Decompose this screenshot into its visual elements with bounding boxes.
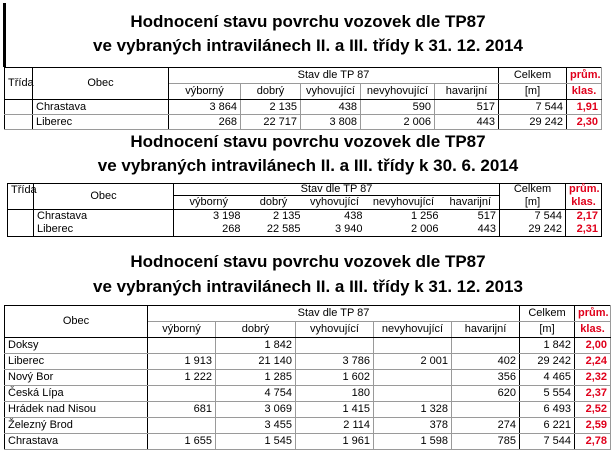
cell-vyborny: 268 [222,223,241,235]
header-celkem: Celkem [499,68,567,84]
cell-nevyhovujici [374,370,452,386]
header-klas: klas. [567,84,602,100]
cell-havarijni: 356 [452,370,520,386]
header-obec: Obec [5,306,148,338]
cell-nevyhovujici: 2 001 [374,354,452,370]
cell-klas: 2,37 [575,386,611,402]
cell-celkem: 7 544 [500,210,566,224]
header-obec: Obec [34,184,174,210]
row-obec: Liberec [5,354,148,370]
table-row [8,223,602,237]
cell-vyhovujici: 438 [301,100,361,115]
cell-dobry: 4 754 [216,386,296,402]
cell-dobry: 1 285 [216,370,296,386]
cell-dobry: 22 717 [241,115,301,130]
header-nevyhovujici: nevyhovující [366,196,442,210]
cell-vyborny: 681 [148,402,216,418]
cell-havarijni: 620 [452,386,520,402]
cell-vyborny: 3 198 [212,210,241,222]
section3-title-line1: Hodnocení stavu povrchu vozovek dle TP87 [130,252,486,271]
header-dobry: dobrý [244,196,304,210]
section2-title-line2: ve vybraných intravilánech II. a III. třídy k 30. 6. 2014 [97,156,519,175]
cell-vyborny: 268 [169,115,241,130]
header-havarijni: havarijní [442,196,500,210]
header-havarijni: havarijní [452,322,520,338]
cell-vyhovujici: 1 415 [296,402,374,418]
cell-vyborny [148,386,216,402]
cell-nevyhovujici: 378 [374,418,452,434]
row-obec: Železný Brod [5,418,148,434]
cell-klas: 2,24 [575,354,611,370]
row-obec: Hrádek nad Nisou [5,402,148,418]
cell-klas: 2,17 [576,210,599,222]
cell-dobry: 1 545 [216,434,296,450]
cell-dobry: 21 140 [216,354,296,370]
cell-klas: 2,00 [575,338,611,354]
header-unit: [m] [520,322,575,338]
table-row [5,370,611,386]
cell-havarijni: 517 [442,210,500,224]
row-obec: Liberec [33,115,169,130]
section3-title-line2: ve vybraných intravilánech II. a III. třídy k 31. 12. 2013 [93,277,523,296]
cell-vyhovujici: 3 808 [301,115,361,130]
cell-vyborny: 1 655 [148,434,216,450]
cell-vyborny: 3 864 [169,100,241,115]
header-vyborny: výborný [174,196,244,210]
row-obec: Chrastava [33,100,169,115]
header-nevyhovujici: nevyhovující [361,84,435,100]
header-unit: [m] [499,84,567,100]
table-row [5,354,611,370]
cell-havarijni [452,402,520,418]
cell-nevyhovujici: 1 598 [374,434,452,450]
table-row [5,434,611,450]
cell-vyhovujici: 2 114 [296,418,374,434]
cell-celkem: 6 493 [520,402,575,418]
cell-havarijni [452,338,520,354]
table-row [5,100,602,115]
table-row [5,418,611,434]
row-obec: Česká Lípa [5,386,148,402]
cell-celkem: 1 842 [520,338,575,354]
cell-vyhovujici: 3 786 [296,354,374,370]
cell-klas: 2,32 [575,370,611,386]
header-prum: prům. [567,68,602,84]
cell-celkem: 7 544 [520,434,575,450]
cell-klas: 2,59 [575,418,611,434]
cell-celkem: 5 554 [520,386,575,402]
cell-havarijni: 402 [452,354,520,370]
table-row [8,210,602,224]
cell-celkem: 4 465 [520,370,575,386]
cell-vyhovujici: 180 [296,386,374,402]
header-prum: prům. [575,306,611,322]
cell-klas: 1,91 [567,100,602,115]
cell-celkem: 7 544 [499,100,567,115]
header-vyborny: výborný [148,322,216,338]
header-celkem: Celkem [500,184,566,196]
header-vyhovujici: vyhovující [304,196,366,210]
table-row [5,386,611,402]
cell-klas: 2,52 [575,402,611,418]
header-stav: Stav dle TP 87 [148,306,520,322]
header-nevyhovujici: nevyhovující [374,322,452,338]
cell-nevyhovujici [374,338,452,354]
cell-havarijni: 274 [452,418,520,434]
cell-dobry: 22 585 [266,223,301,235]
cell-klas: 2,78 [575,434,611,450]
header-vyborny: výborný [169,84,241,100]
cell-nevyhovujici: 2 006 [361,115,435,130]
cell-klas: 2,30 [567,115,602,130]
header-klas: klas. [575,322,611,338]
section1-title-line1: Hodnocení stavu povrchu vozovek dle TP87 [130,12,486,31]
header-dobry: dobrý [241,84,301,100]
section3-table [4,305,611,450]
header-dobry: dobrý [216,322,296,338]
cell-vyhovujici: 1 602 [296,370,374,386]
table-row [5,115,602,130]
cell-havarijni: 785 [452,434,520,450]
cell-dobry: 2 135 [241,100,301,115]
cell-celkem: 29 242 [520,354,575,370]
cell-vyborny [148,418,216,434]
header-vyhovujici: vyhovující [301,84,361,100]
cell-klas: 2,31 [576,223,599,235]
cell-nevyhovujici: 590 [361,100,435,115]
header-trida: Třída [5,68,33,100]
cell-celkem: 29 242 [500,223,566,237]
row-obec: Chrastava [5,434,148,450]
row-obec: Liberec [34,223,174,237]
header-celkem: Celkem [520,306,575,322]
cell-havarijni: 443 [435,115,499,130]
cell-celkem: 29 242 [499,115,567,130]
table-row [5,338,611,354]
row-obec: Chrastava [34,210,174,224]
header-trida: Třída [8,184,34,210]
cell-dobry: 2 135 [272,210,301,222]
section2-table [7,183,602,237]
cell-dobry: 1 842 [216,338,296,354]
header-havarijni: havarijní [435,84,499,100]
section2-title-line1: Hodnocení stavu povrchu vozovek dle TP87 [130,132,486,151]
table-row [5,402,611,418]
cell-nevyhovujici: 1 256 [410,210,439,222]
cell-nevyhovujici: 2 006 [410,223,439,235]
cell-nevyhovujici [374,386,452,402]
header-vyhovujici: vyhovující [296,322,374,338]
cell-vyborny: 1 913 [148,354,216,370]
section1-title-line2: ve vybraných intravilánech II. a III. třídy k 31. 12. 2014 [93,36,523,55]
cell-celkem: 6 221 [520,418,575,434]
header-obec: Obec [33,68,169,100]
section1-table [4,67,602,130]
cell-vyborny: 1 222 [148,370,216,386]
cell-havarijni: 517 [435,100,499,115]
cell-dobry: 3 069 [216,402,296,418]
cell-vyhovujici: 3 940 [334,223,363,235]
cell-havarijni: 443 [442,223,500,237]
cell-nevyhovujici: 1 328 [374,402,452,418]
cell-vyhovujici: 438 [344,210,363,222]
header-stav: Stav dle TP 87 [169,68,499,84]
cell-vyborny [148,338,216,354]
header-unit: [m] [500,196,566,210]
cell-dobry: 3 455 [216,418,296,434]
cell-vyhovujici [296,338,374,354]
header-stav: Stav dle TP 87 [174,184,500,196]
row-obec: Nový Bor [5,370,148,386]
header-prum: prům. [569,183,600,196]
header-klas: klas. [566,196,602,210]
cell-vyhovujici: 1 961 [296,434,374,450]
row-obec: Doksy [5,338,148,354]
